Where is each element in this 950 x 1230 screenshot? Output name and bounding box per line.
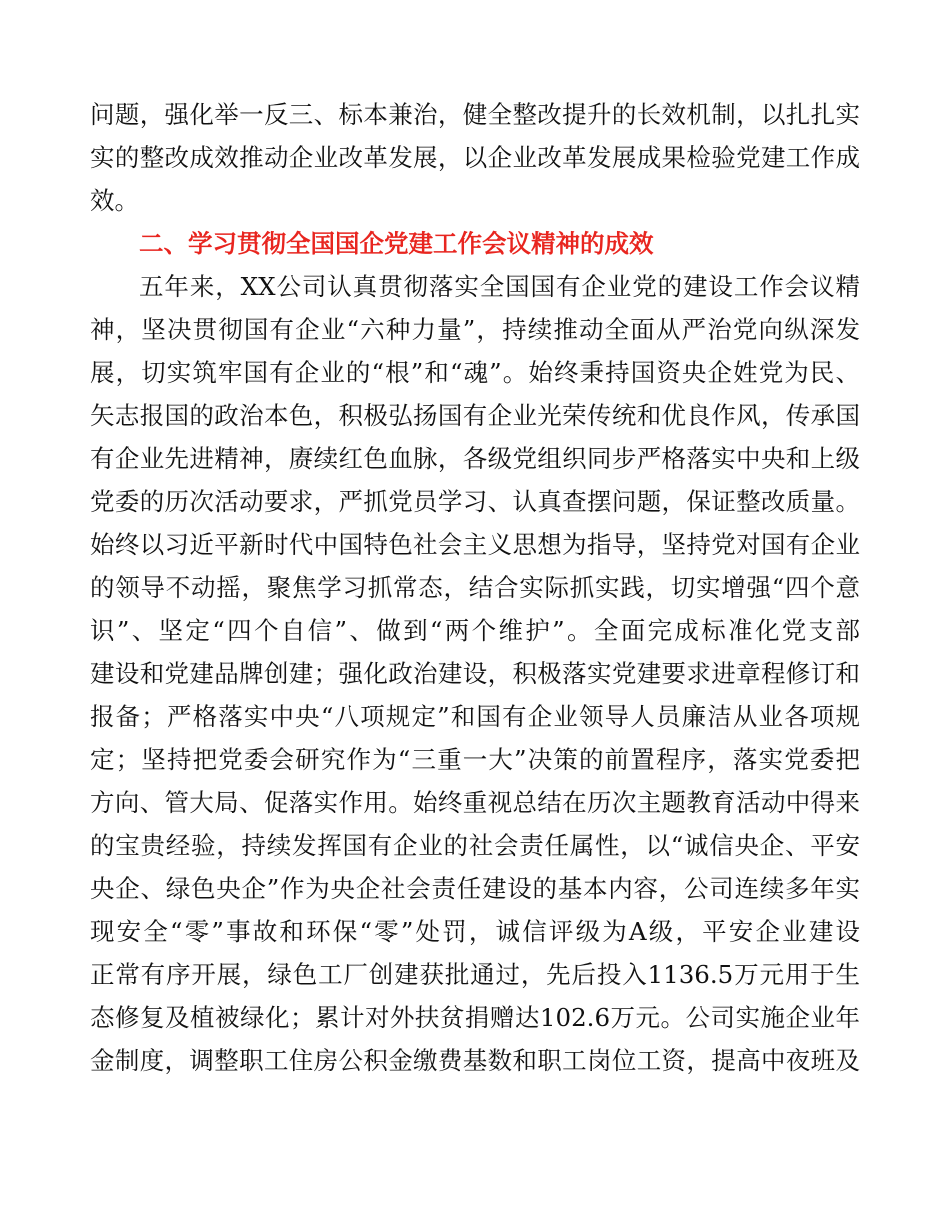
body-line-9: 识”、坚定“四个自信”、做到“两个维护”。全面完成标准化党支部	[90, 616, 860, 645]
body-line-19: 金制度，调整职工住房公积金缴费基数和职工岗位工资，提高中夜班及	[90, 1046, 860, 1075]
intro-line-2: 实的整改成效推动企业改革发展，以企业改革发展成果检验党建工作成	[90, 143, 860, 172]
body-line-8: 的领导不动摇，聚焦学习抓常态，结合实际抓实践，切实增强“四个意	[90, 573, 860, 602]
body-line-10: 建设和党建品牌创建；强化政治建设，积极落实党建要求进章程修订和	[90, 659, 860, 688]
body-line-5: 有企业先进精神，赓续红色血脉，各级党组织同步严格落实中央和上级	[90, 444, 860, 473]
body-line-12: 定；坚持把党委会研究作为“三重一大”决策的前置程序，落实党委把	[90, 745, 860, 774]
body-line-17: 正常有序开展，绿色工厂创建获批通过，先后投入1136.5万元用于生	[90, 960, 860, 989]
intro-line-1: 问题，强化举一反三、标本兼治，健全整改提升的长效机制，以扎扎实	[90, 100, 860, 129]
body-line-7: 始终以习近平新时代中国特色社会主义思想为指导，坚持党对国有企业	[90, 530, 860, 559]
section-heading: 二、学习贯彻全国国企党建工作会议精神的成效	[139, 229, 654, 258]
body-line-15: 央企、绿色央企”作为央企社会责任建设的基本内容，公司连续多年实	[90, 874, 860, 903]
body-line-2: 神，坚决贯彻国有企业“六种力量”，持续推动全面从严治党向纵深发	[90, 315, 860, 344]
intro-line-3: 效。	[90, 186, 139, 215]
body-line-6: 党委的历次活动要求，严抓党员学习、认真查摆问题，保证整改质量。	[90, 487, 860, 516]
body-line-3: 展，切实筑牢国有企业的“根”和“魂”。始终秉持国资央企姓党为民、	[90, 358, 860, 387]
body-line-18: 态修复及植被绿化；累计对外扶贫捐赠达102.6万元。公司实施企业年	[90, 1003, 860, 1032]
body-line-13: 方向、管大局、促落实作用。始终重视总结在历次主题教育活动中得来	[90, 788, 860, 817]
body-line-1: 五年来，XX公司认真贯彻落实全国国有企业党的建设工作会议精	[139, 272, 860, 301]
body-line-4: 矢志报国的政治本色，积极弘扬国有企业光荣传统和优良作风，传承国	[90, 401, 860, 430]
body-line-11: 报备；严格落实中央“八项规定”和国有企业领导人员廉洁从业各项规	[90, 702, 860, 731]
body-line-16: 现安全“零”事故和环保“零”处罚，诚信评级为A级，平安企业建设	[90, 917, 860, 946]
body-line-14: 的宝贵经验，持续发挥国有企业的社会责任属性，以“诚信央企、平安	[90, 831, 860, 860]
